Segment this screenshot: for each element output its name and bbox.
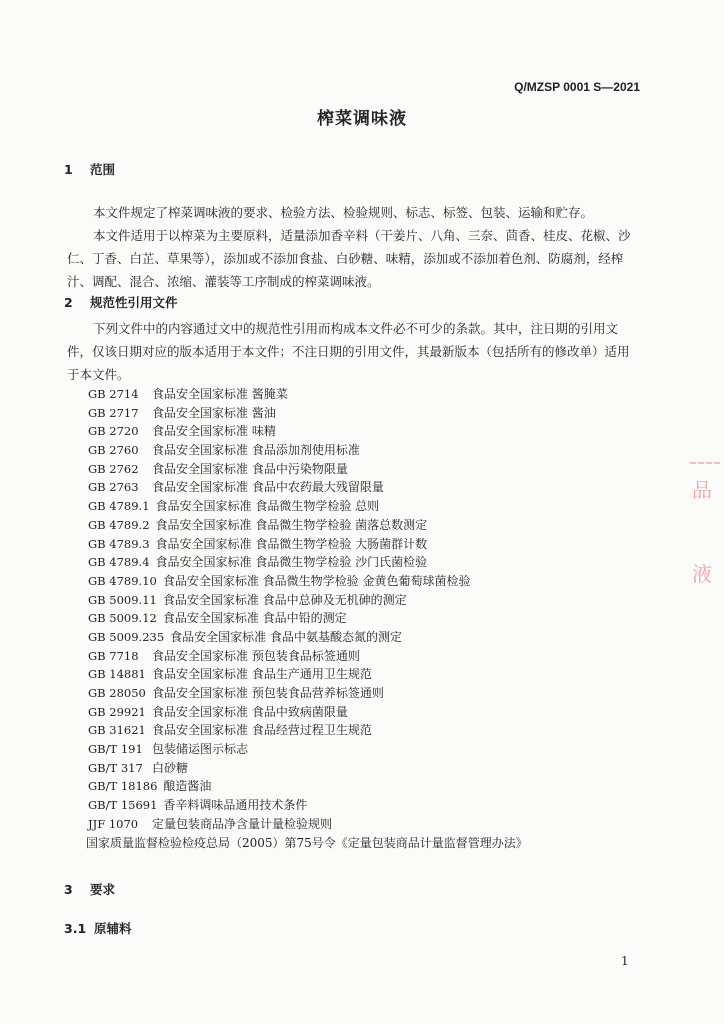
reference-name: 食品安全国家标准 食品微生物学检验 大肠菌群计数 bbox=[155, 536, 428, 551]
reference-code: JJF 1070 bbox=[88, 816, 139, 831]
reference-item bbox=[88, 777, 648, 796]
reference-item bbox=[88, 516, 648, 535]
section-2-number: 2 bbox=[64, 295, 73, 310]
section-3-1-number: 3.1 bbox=[64, 921, 87, 936]
reference-name: 食品安全国家标准 预包装食品营养标签通则 bbox=[152, 686, 384, 700]
reference-name: 食品安全国家标准 食品中污染物限量 bbox=[152, 461, 348, 476]
reference-name: 食品安全国家标准 食品中氨基酸态氮的测定 bbox=[170, 629, 402, 644]
reference-list bbox=[88, 385, 648, 852]
reference-code: GB/T 15691 bbox=[88, 798, 158, 813]
reference-item bbox=[88, 796, 648, 815]
reference-item bbox=[88, 460, 648, 479]
reference-name: 食品安全国家标准 食品微生物学检验 总则 bbox=[155, 499, 380, 514]
reference-item bbox=[88, 647, 648, 666]
reference-item bbox=[88, 684, 648, 703]
seal-fragment-char: 品 bbox=[692, 478, 712, 502]
reference-name: 国家质量监督检验检疫总局（2005）第75号令《定量包装商品计量监督管理办法》 bbox=[86, 835, 528, 850]
reference-code: GB 4789.3 bbox=[88, 536, 150, 551]
document-code: Q/MZSP 0001 S—2021 bbox=[514, 80, 640, 94]
reference-item bbox=[88, 759, 648, 778]
reference-item bbox=[88, 404, 648, 423]
scope-paragraph-1: 本文件规定了榨菜调味液的要求、检验方法、检验规则、标志、标签、包装、运输和贮存。 bbox=[93, 205, 594, 220]
reference-code: GB 2720 bbox=[88, 424, 139, 439]
reference-item bbox=[88, 497, 648, 516]
seal-edge-mark bbox=[690, 462, 720, 467]
reference-name: 食品安全国家标准 酱腌菜 bbox=[152, 387, 288, 401]
reference-name: 食品安全国家标准 食品生产通用卫生规范 bbox=[152, 667, 372, 682]
section-1-heading bbox=[64, 160, 115, 178]
reference-code: GB 5009.235 bbox=[88, 629, 165, 644]
reference-code: GB 31621 bbox=[88, 723, 146, 738]
section-3-title: 要求 bbox=[90, 882, 116, 897]
reference-item bbox=[88, 591, 648, 610]
reference-code: GB/T 18186 bbox=[88, 779, 158, 794]
reference-code: GB 5009.12 bbox=[88, 611, 157, 626]
reference-name: 食品安全国家标准 食品中农药最大残留限量 bbox=[152, 480, 384, 495]
reference-item bbox=[88, 478, 648, 497]
reference-name: 香辛料调味品通用技术条件 bbox=[163, 798, 308, 813]
reference-code: GB/T 191 bbox=[88, 742, 143, 757]
references-intro: 下列文件中的内容通过文中的规范性引用而构成本文件必不可少的条款。其中，注日期的引用文件，仅该日期对应的版本适用于本文件；不注日期的引用文件，其最新版本（包括所有的修改单）适用于本文件。 bbox=[67, 321, 630, 382]
reference-code: GB 5009.11 bbox=[88, 592, 157, 607]
reference-name: 食品安全国家标准 食品中致病菌限量 bbox=[152, 704, 348, 719]
reference-code: GB 4789.10 bbox=[88, 573, 157, 588]
section-3-1-heading bbox=[64, 919, 132, 937]
reference-item bbox=[88, 553, 648, 572]
reference-item-decree bbox=[86, 834, 648, 853]
section-2-heading bbox=[64, 293, 178, 311]
reference-name: 包装储运图示标志 bbox=[152, 742, 249, 757]
section-1-title: 范围 bbox=[90, 162, 116, 177]
reference-name: 食品安全国家标准 预包装食品标签通则 bbox=[152, 648, 360, 663]
reference-name: 食品安全国家标准 味精 bbox=[152, 424, 276, 439]
page-number: 1 bbox=[621, 954, 629, 968]
reference-code: GB 4789.1 bbox=[88, 499, 150, 514]
reference-code: GB 4789.2 bbox=[88, 517, 150, 532]
reference-code: GB 2762 bbox=[88, 461, 139, 476]
reference-item bbox=[88, 703, 648, 722]
reference-name: 定量包装商品净含量计量检验规则 bbox=[152, 816, 333, 831]
reference-code: GB 7718 bbox=[88, 648, 139, 663]
reference-name: 白砂糖 bbox=[152, 760, 189, 775]
reference-code: GB 2717 bbox=[88, 405, 139, 420]
section-3-heading bbox=[64, 880, 115, 898]
scope-paragraph-2: 本文件适用于以榨菜为主要原料，适量添加香辛料（干姜片、八角、三奈、茴香、桂皮、花椒、沙仁、丁香、白芷、草果等），添加或不添加食盐、白砂糖、味精，添加或不添加着色剂、防腐剂，经榨汁、调配、混合、浓缩、灌装等工序制成的榨菜调味液。 bbox=[67, 228, 631, 289]
seal-fragment-char: 液 bbox=[692, 562, 712, 586]
reference-name: 食品安全国家标准 食品添加剂使用标准 bbox=[152, 443, 360, 458]
reference-name: 食品安全国家标准 酱油 bbox=[152, 405, 276, 420]
reference-code: GB 14881 bbox=[88, 667, 146, 682]
reference-item bbox=[88, 422, 648, 441]
reference-name: 食品安全国家标准 食品中总砷及无机砷的测定 bbox=[162, 592, 407, 607]
reference-name: 酿造酱油 bbox=[163, 779, 212, 794]
reference-item bbox=[88, 815, 648, 834]
reference-code: GB 28050 bbox=[88, 686, 146, 700]
reference-item bbox=[88, 535, 648, 554]
reference-code: GB 29921 bbox=[88, 704, 146, 719]
reference-code: GB/T 317 bbox=[88, 760, 143, 775]
reference-item bbox=[88, 572, 648, 591]
section-3-number: 3 bbox=[64, 882, 73, 897]
reference-item bbox=[88, 385, 648, 404]
reference-item bbox=[88, 721, 648, 740]
section-3-1-title: 原辅料 bbox=[94, 921, 132, 936]
reference-code: GB 4789.4 bbox=[88, 555, 150, 570]
reference-name: 食品安全国家标准 食品经营过程卫生规范 bbox=[152, 723, 372, 738]
reference-name: 食品安全国家标准 食品微生物学检验 金黄色葡萄球菌检验 bbox=[162, 573, 471, 588]
reference-code: GB 2763 bbox=[88, 480, 139, 495]
reference-item bbox=[88, 609, 648, 628]
reference-code: GB 2714 bbox=[88, 387, 139, 401]
reference-name: 食品安全国家标准 食品微生物学检验 菌落总数测定 bbox=[155, 517, 428, 532]
reference-name: 食品安全国家标准 食品微生物学检验 沙门氏菌检验 bbox=[155, 555, 428, 570]
reference-item bbox=[88, 628, 648, 647]
reference-item bbox=[88, 441, 648, 460]
reference-item bbox=[88, 740, 648, 759]
reference-item bbox=[88, 665, 648, 684]
reference-name: 食品安全国家标准 食品中铅的测定 bbox=[162, 611, 347, 626]
section-2-title: 规范性引用文件 bbox=[90, 295, 178, 310]
document-title: 榨菜调味液 bbox=[317, 109, 407, 129]
section-1-number: 1 bbox=[64, 162, 73, 177]
reference-code: GB 2760 bbox=[88, 443, 139, 458]
